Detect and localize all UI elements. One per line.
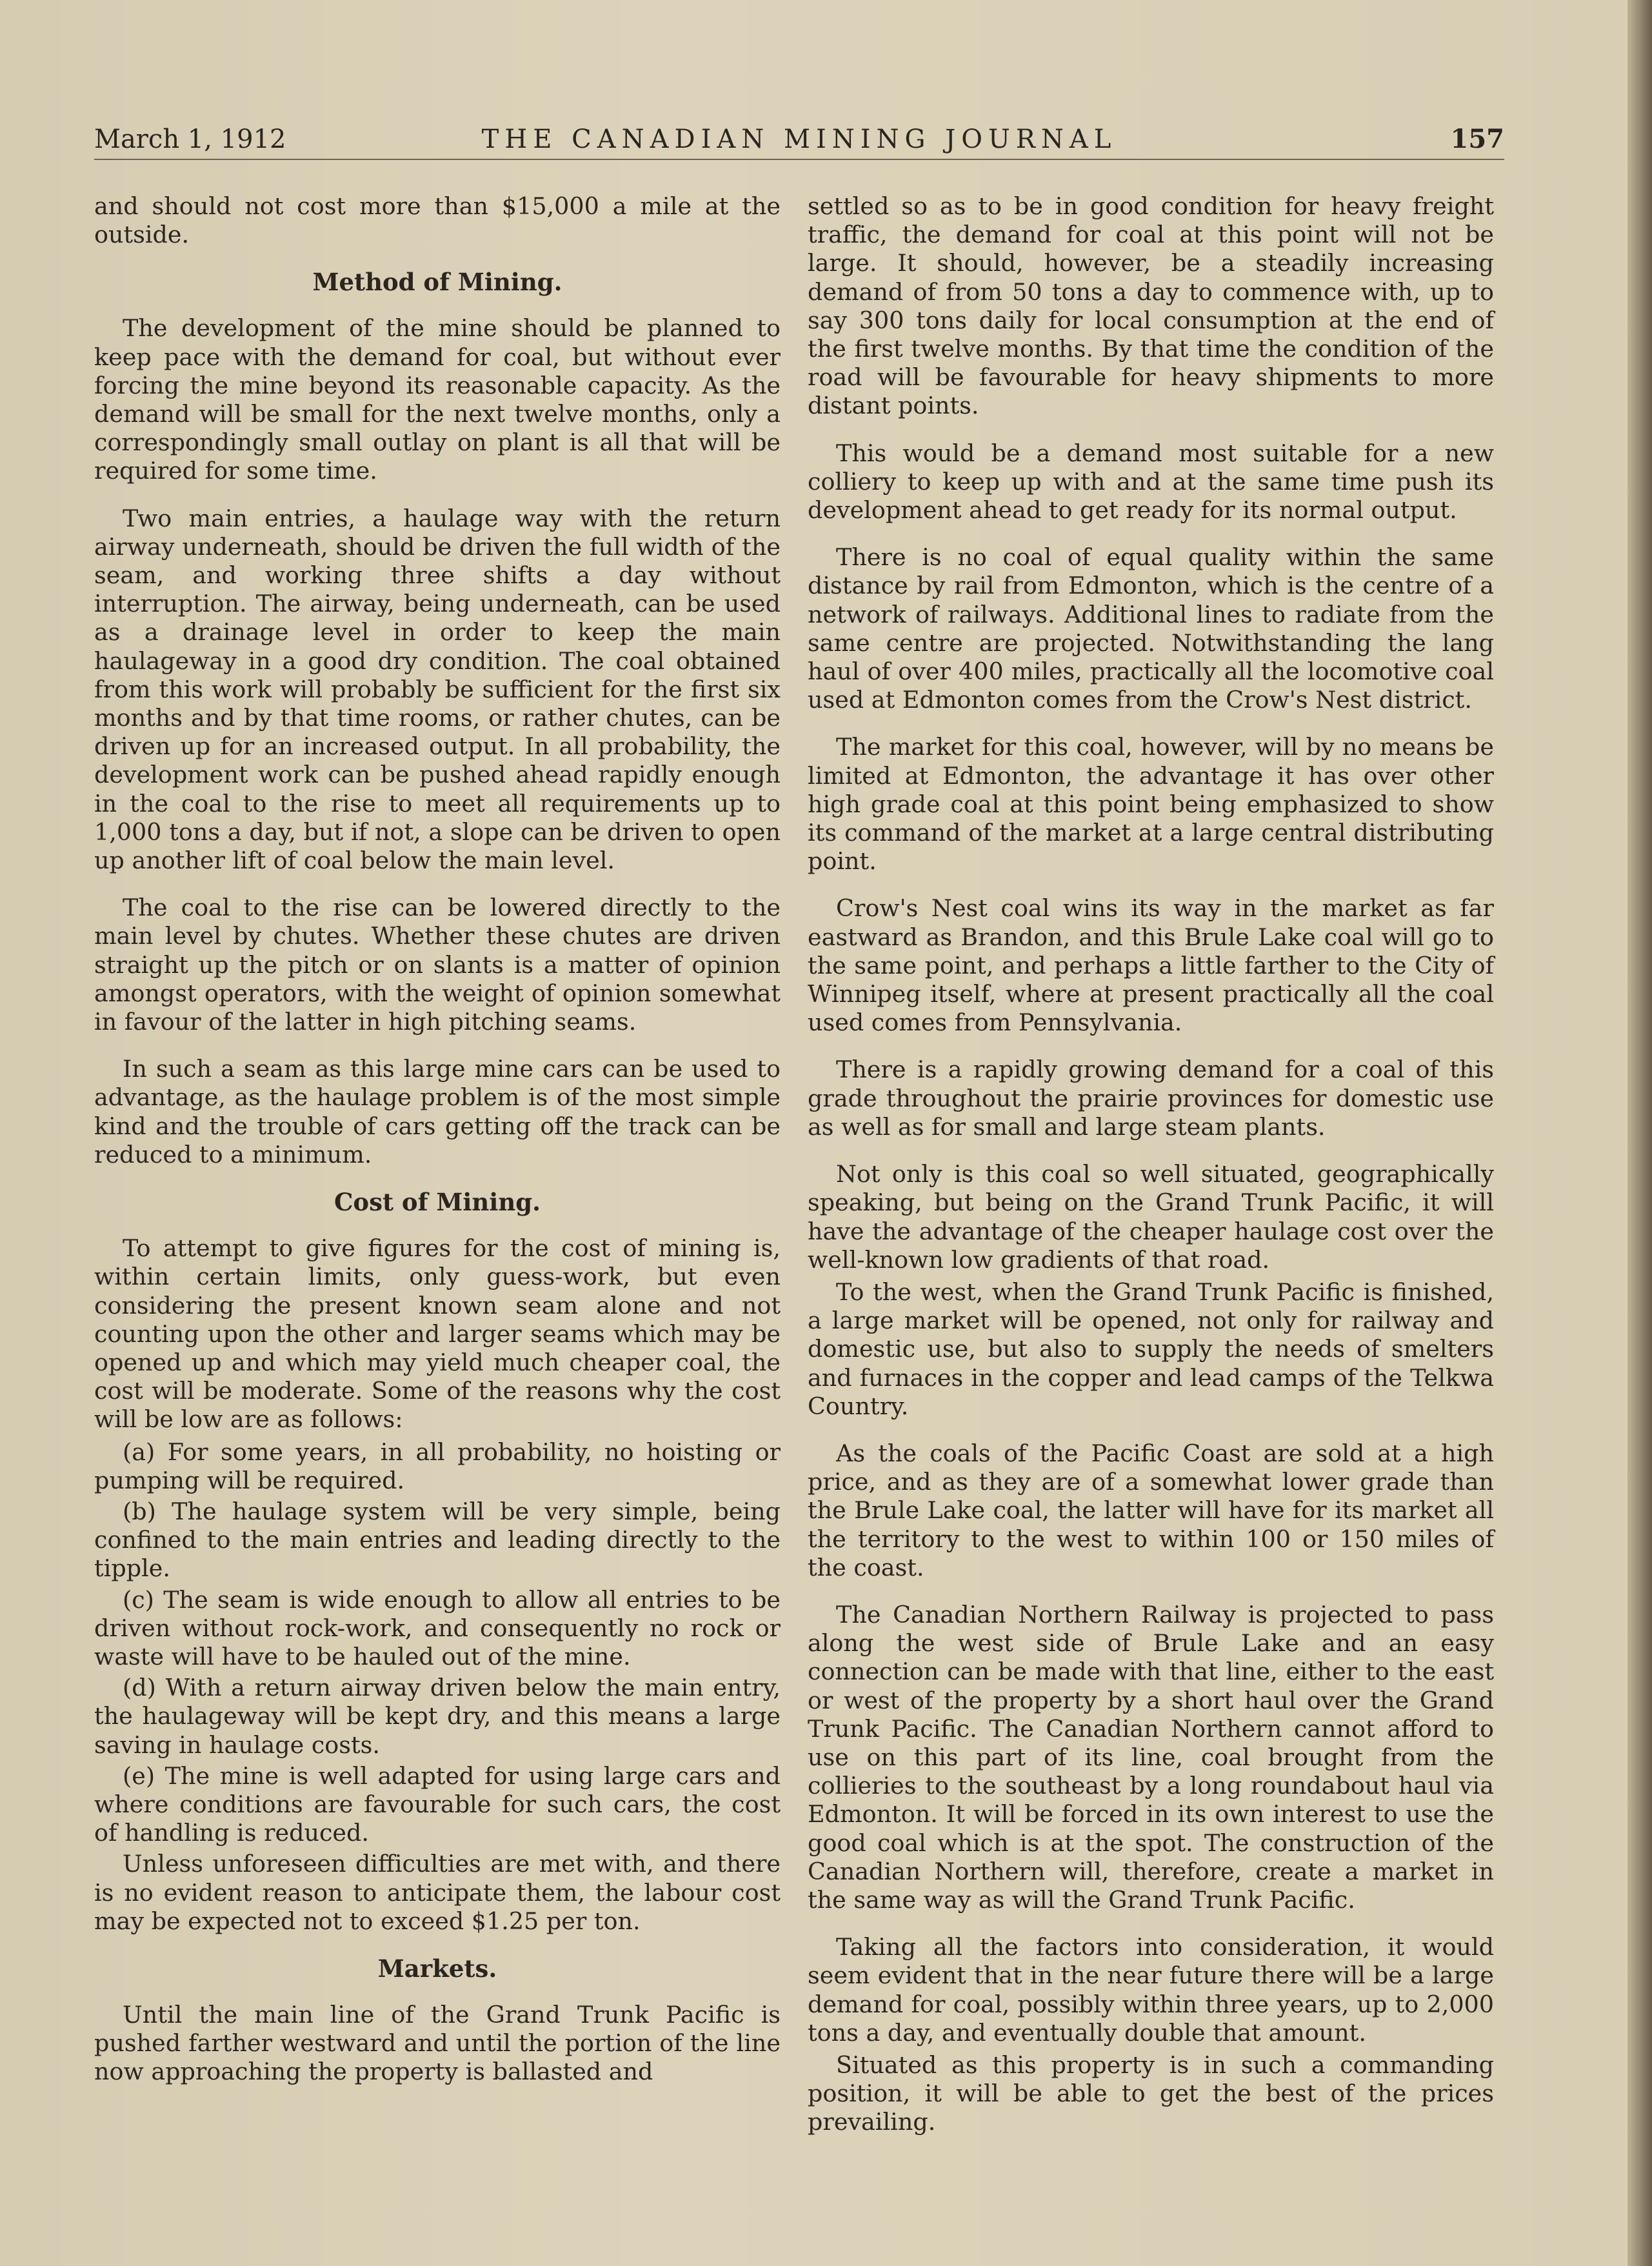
paragraph: settled so as to be in good condition for heavy freight traffic, the demand for coal at this point will not be large. It should, however, be a steadily increasing demand of from 50 tons a day to commence with, up to say 300 tons daily for local consumption at the end of the first twelve months. By that time the condition of the road will be favourable for heavy shipments to more distant points. xyxy=(808,192,1494,420)
paragraph: Crow's Nest coal wins its way in the market as far eastward as Brandon, and this Brule Lake coal will go to the same point, and perhaps a little farther to the City of Winnipeg itself, where at present practically all the coal used comes from Pennsylvania. xyxy=(808,894,1494,1037)
page-binding-edge xyxy=(1627,0,1652,2266)
list-item: (d) With a return airway driven below the main entry, the haulageway will be kept dry, and this means a large saving in haulage costs. xyxy=(94,1674,781,1759)
left-column xyxy=(94,192,781,2105)
list-item: (c) The seam is wide enough to allow all entries to be driven without rock-work, and consequently no rock or waste will have to be hauled out of the mine. xyxy=(94,1585,781,1670)
list-item: (e) The mine is well adapted for using large cars and where conditions are favourable for such cars, the cost of handling is reduced. xyxy=(94,1761,781,1847)
paragraph: Situated as this property is in such a commanding position, it will be able to get the best of the prices prevailing. xyxy=(808,2050,1494,2136)
list-item: (a) For some years, in all probability, no hoisting or pumping will be required. xyxy=(94,1438,781,1494)
paragraph: Two main entries, a haulage way with the return airway underneath, should be driven the full width of the seam, and working three shifts a day without interruption. The airway, being underneath, can be used as a drainage level in order to keep the main haulageway in a good dry condition. The coal obtained from this work will probably be sufficient for the first six months and by that time rooms, or rather chutes, can be driven up for an increased output. In all probability, the development work can be pushed ahead rapidly enough in the coal to the rise to meet all requirements up to 1,000 tons a day, but if not, a slope can be driven to open up another lift of coal below the main level. xyxy=(94,504,781,875)
paragraph: There is no coal of equal quality within the same distance by rail from Edmonton, which is the centre of a network of railways. Additional lines to radiate from the same centre are projected. Notwithstanding the lang haul of over 400 miles, practically all the locomotive coal used at Edmonton comes from the Crow's Nest district. xyxy=(808,543,1494,714)
paragraph: There is a rapidly growing demand for a coal of this grade throughout the prairie provinces for domestic use as well as for small and large steam plants. xyxy=(808,1056,1494,1141)
paragraph: Until the main line of the Grand Trunk Pacific is pushed farther westward and until the portion of the line now approaching the property is ballasted and xyxy=(94,2000,781,2086)
section-heading-markets: Markets. xyxy=(377,1954,497,1983)
running-header xyxy=(94,120,1504,160)
paragraph: The Canadian Northern Railway is projected to pass along the west side of Brule Lake and an easy connection can be made with that line, either to the east or west of the property by a short haul over the Grand Trunk Pacific. The Canadian Northern cannot afford to use on this part of its line, coal brought from the collieries to the southeast by a long roundabout haul via Edmonton. It will be forced in its own interest to use the good coal which is at the spot. The construction of the Canadian Northern will, therefore, create a market in the same way as will the Grand Trunk Pacific. xyxy=(808,1600,1494,1914)
paragraph: In such a seam as this large mine cars can be used to advantage, as the haulage problem is of the most simple kind and the trouble of cars getting off the track can be reduced to a minimum. xyxy=(94,1055,781,1168)
paragraph: and should not cost more than $15,000 a mile at the outside. xyxy=(94,192,781,249)
section-heading-cost: Cost of Mining. xyxy=(333,1188,541,1217)
paragraph: The development of the mine should be planned to keep pace with the demand for coal, but without ever forcing the mine beyond its reasonable capacity. As the demand will be small for the next twelve months, only a correspondingly small outlay on plant is all that will be required for some time. xyxy=(94,314,781,485)
paragraph: Unless unforeseen difficulties are met with, and there is no evident reason to anticipate them, the labour cost may be expected not to exceed $1.25 per ton. xyxy=(94,1850,781,1935)
page-number: 157 xyxy=(1450,124,1504,154)
paragraph: Not only is this coal so well situated, geographically speaking, but being on the Grand Trunk Pacific, it will have the advantage of the cheaper haulage cost over the well-known low gradients of that road. xyxy=(808,1160,1494,1274)
section-heading-method: Method of Mining. xyxy=(312,268,562,297)
paragraph: This would be a demand most suitable for a new colliery to keep up with and at the same time push its development ahead to get ready for its normal output. xyxy=(808,439,1494,525)
paragraph: The coal to the rise can be lowered directly to the main level by chutes. Whether these chutes are driven straight up the pitch or on slants is a matter of opinion amongst operators, with the weight of opinion somewhat in favour of the latter in high pitching seams. xyxy=(94,894,781,1036)
paragraph: To the west, when the Grand Trunk Pacific is finished, a large market will be opened, not only for railway and domestic use, but also to supply the needs of smelters and furnaces in the copper and lead camps of the Telkwa Country. xyxy=(808,1278,1494,1420)
paragraph: As the coals of the Pacific Coast are sold at a high price, and as they are of a somewhat lower grade than the Brule Lake coal, the latter will have for its market all the territory to the west to within 100 or 150 miles of the coast. xyxy=(808,1439,1494,1581)
paragraph: To attempt to give figures for the cost of mining is, within certain limits, only guess-work, but even considering the present known seam alone and not counting upon the other and larger seams which may be opened up and which may yield much cheaper coal, the cost will be moderate. Some of the reasons why the cost will be low are as follows: xyxy=(94,1234,781,1434)
paragraph: The market for this coal, however, will by no means be limited at Edmonton, the advantage it has over other high grade coal at this point being emphasized to show its command of the market at a large central distributing point. xyxy=(808,733,1494,876)
journal-title: THE CANADIAN MINING JOURNAL xyxy=(481,125,1117,154)
list-item: (b) The haulage system will be very simple, being confined to the main entries and leading directly to the tipple. xyxy=(94,1497,781,1583)
issue-date: March 1, 1912 xyxy=(94,125,286,154)
right-column xyxy=(808,192,1494,2156)
paragraph: Taking all the factors into consideration, it would seem evident that in the near future there will be a large demand for coal, possibly within three years, up to 2,000 tons a day, and eventually double that amount. xyxy=(808,1933,1494,2047)
